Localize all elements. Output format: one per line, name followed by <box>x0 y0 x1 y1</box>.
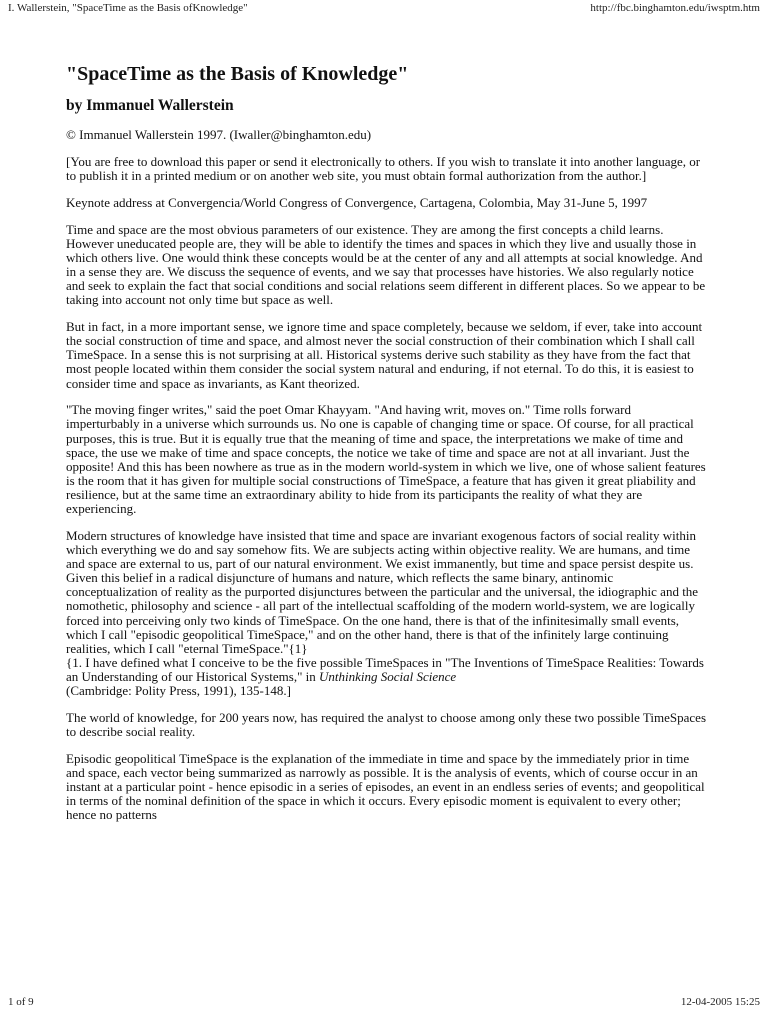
footnote-1 <box>66 656 706 698</box>
paragraph-2: But in fact, in a more important sense, we ignore time and space completely, because we seldom, if ever, take into account the social construction of time and space, and almost never the social construction of their combination which I shall call TimeSpace. In a sense this is not surprising at all. Historical systems derive such stability as they have from the fact that most people located within them consider the social system natural and enduring, if not eternal. To do this, it is easiest to consider time and space as invariants, as Kant theorized. <box>66 319 703 391</box>
copyright-line: © Immanuel Wallerstein 1997. (Iwaller@binghamton.edu) <box>66 127 372 142</box>
paragraph-6: Episodic geopolitical TimeSpace is the explanation of the immediate in time and space by the immediately prior in time and space, each vector being summarized as narrowly as possible. It is the analysis of events, which of course occur in an instant at a particular point - hence episodic in a series of episodes, an event in an endless series of events; and geopolitical in terms of the nominal definition of the space in which it occurs. Every episodic moment is equivalent to every other; hence no patterns <box>66 750 705 823</box>
page-number: 1 of 9 <box>8 996 34 1008</box>
article-title: "SpaceTime as the Basis of Knowledge" <box>66 63 409 85</box>
article-byline: by Immanuel Wallerstein <box>66 97 234 114</box>
print-datetime: 12-04-2005 15:25 <box>680 996 760 1008</box>
keynote-line: Keynote address at Convergencia/World Congress of Convergence, Cartagena, Colombia, May 31-June 5, 1997 <box>66 194 648 210</box>
paragraph-4-text: Modern structures of knowledge have insisted that time and space are invariant exogenous factors of social reality within which everything we do and say somehow fits. We are subjects acting within objective reality. We are humans, and time and space are external to us, part of our natural environment. We exist immanently, but time and space persist despite us. Given this belief in a radical disjuncture of humans and nature, which reflects the same binary, antinomic conceptualization of reality as the purported disjunctures between the particular and the universal, the idiographic and the nomothetic, philosophy and science - all part of the intellectual scaffolding of the modern world-system, we are logically forced into perceiving only two kinds of TimeSpace. On the one hand, there is that of the infinitesimally small events, which I call "episodic geopolitical TimeSpace," and on the other hand, there is that of the infinitely large continuing realities, which I call "eternal TimeSpace."{1} <box>66 527 699 656</box>
footnote-1-text: {1. I have defined what I conceive to be the five possible TimeSpaces in "The Inventions of TimeSpace Realities: Towards an Understanding of our Historical Systems," in <box>66 654 704 684</box>
paragraph-3: "The moving finger writes," said the poet Omar Khayyam. "And having writ, moves on." Time rolls forward imperturbably in a universe which surrounds us. No one is capable of changing time or space. Of course, for all practical purposes, this is true. But it is equally true that the meaning of time and space, the interpretations we make of time and space, the use we make of time and space concepts, the notice we take of time and space are not at all invariant. Just the opposite! And this has been nowhere as true as in the modern world-system in which we live, one of whose salient features is the room that it has given for multiple social constructions of TimeSpace, a feature that has given it great pliability and resilience, but at the same time an extraordinary ability to hide from its participants the reality of what they are experiencing. <box>66 402 706 517</box>
paragraph-4 <box>66 529 706 698</box>
footnote-1-book-title: Unthinking Social Science <box>319 668 457 684</box>
permission-note: [You are free to download this paper or send it electronically to others. If you wish to translate it into another language, or to publish it in a printed medium or on another web site, you must obtain formal authorization from the author.] <box>66 153 701 183</box>
article-body <box>66 62 706 835</box>
print-header-title: I. Wallerstein, "SpaceTime as the Basis ofKnowledge" <box>8 2 248 14</box>
print-header-url: http://fbc.binghamton.edu/iwsptm.htm <box>590 2 760 14</box>
paragraph-5: The world of knowledge, for 200 years now, has required the analyst to choose among only these two possible TimeSpaces to describe social reality. <box>66 709 707 739</box>
paragraph-1: Time and space are the most obvious parameters of our existence. They are among the first concepts a child learns. However uneducated people are, they will be able to identify the times and spaces in which they live and usually those in which others live. One would think these concepts would be at the center of any and all attempts at social knowledge. And in a sense they are. We discuss the sequence of events, and we say that processes have histories. We also regularly notice and seek to explain the fact that social conditions and social relations seem different in different places. So we appear to be taking into account not only time but space as well. <box>66 221 706 308</box>
footnote-1-publisher: (Cambridge: Polity Press, 1991), 135-148.] <box>66 682 291 698</box>
